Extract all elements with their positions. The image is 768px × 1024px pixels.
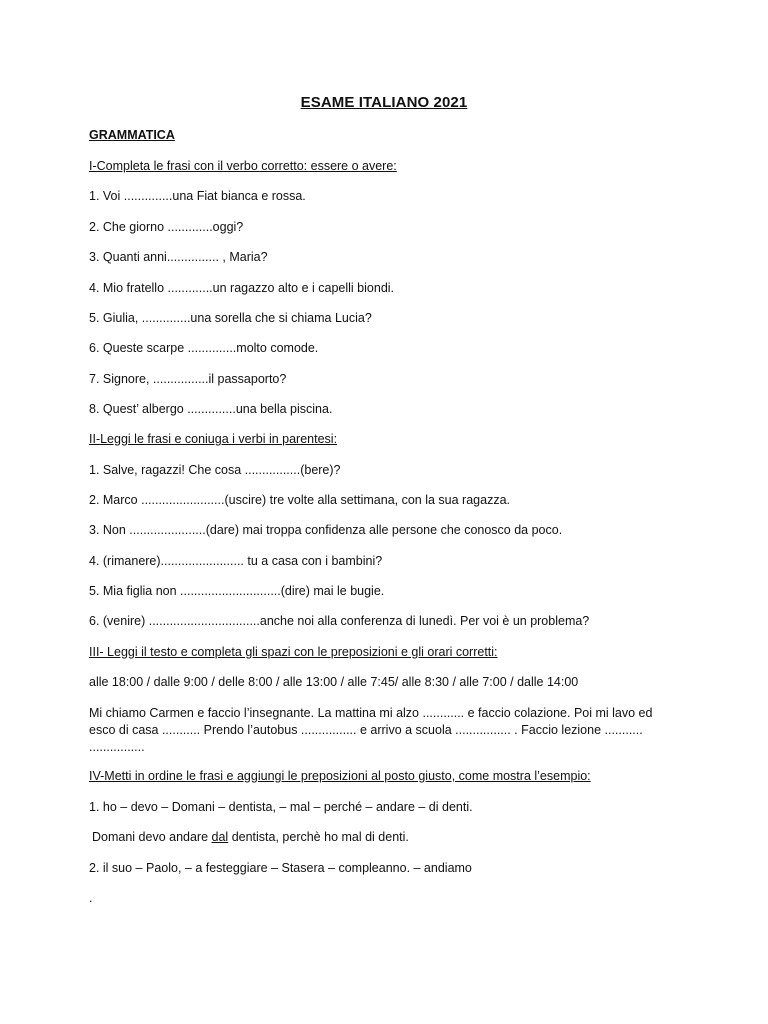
exercise-item: 3. Quanti anni............... , Maria? [89, 250, 268, 264]
example-text: Domani devo andare [92, 830, 212, 844]
section-4-heading: IV-Metti in ordine le frasi e aggiungi le preposizioni al posto giusto, come mostra l’esempio: [89, 769, 591, 783]
paragraph-line: ................ [89, 740, 145, 754]
exercise-item: 2. Che giorno .............oggi? [89, 220, 244, 234]
exercise-item: 8. Quest’ albergo ..............una bella piscina. [89, 402, 333, 416]
trailing-dot: . [89, 891, 93, 905]
exercise-item: 2. Marco ........................(uscire) tre volte alla settimana, con la sua ragazza. [89, 493, 510, 507]
exercise-item: 4. (rimanere)........................ tu a casa con i bambini? [89, 554, 383, 568]
section-3-heading: III- Leggi il testo e completa gli spazi con le preposizioni e gli orari corretti: [89, 645, 498, 659]
section-2-heading: II-Leggi le frasi e coniuga i verbi in parentesi: [89, 432, 338, 446]
exercise-item: 1. ho – devo – Domani – dentista, – mal – perché – andare – di denti. [89, 800, 473, 814]
exercise-item: 5. Mia figlia non .............................(dire) mai le bugie. [89, 584, 385, 598]
exercise-item: 5. Giulia, ..............una sorella che si chiama Lucia? [89, 311, 372, 325]
example-preposition: dal [211, 830, 229, 844]
exercise-item: 1. Salve, ragazzi! Che cosa ................(bere)? [89, 463, 341, 477]
grammatica-heading: GRAMMATICA [89, 128, 175, 142]
section-1-heading: I-Completa le frasi con il verbo corretto: essere o avere: [89, 159, 397, 173]
exercise-item: 3. Non ......................(dare) mai troppa confidenza alle persone che conosco da poco. [89, 523, 563, 537]
exercise-item: 4. Mio fratello .............un ragazzo alto e i capelli biondi. [89, 281, 395, 295]
exercise-item: 1. Voi ..............una Fiat bianca e rossa. [89, 189, 306, 203]
exercise-item: 7. Signore, ................il passaporto? [89, 372, 287, 386]
example-text: dentista, perchè ho mal di denti. [228, 830, 409, 844]
paragraph-line: Mi chiamo Carmen e faccio l’insegnante. La mattina mi alzo ............ e faccio colazione. Poi mi lavo ed [89, 706, 653, 720]
exercise-item: 6. Queste scarpe ..............molto comode. [89, 341, 319, 355]
exercise-item: 6. (venire) ................................anche noi alla conferenza di lunedì. Per voi è un problema? [89, 614, 590, 628]
exercise-item: 2. il suo – Paolo, – a festeggiare – Stasera – compleanno. – andiamo [89, 861, 472, 875]
page-title: ESAME ITALIANO 2021 [300, 94, 468, 111]
paragraph-line: esco di casa ........... Prendo l’autobus ................ e arrivo a scuola ................ . Faccio lezione ........... [89, 723, 643, 737]
example-answer [92, 829, 692, 846]
time-options: alle 18:00 / dalle 9:00 / delle 8:00 / alle 13:00 / alle 7:45/ alle 8:30 / alle 7:00 / dalle 14:00 [89, 675, 579, 689]
